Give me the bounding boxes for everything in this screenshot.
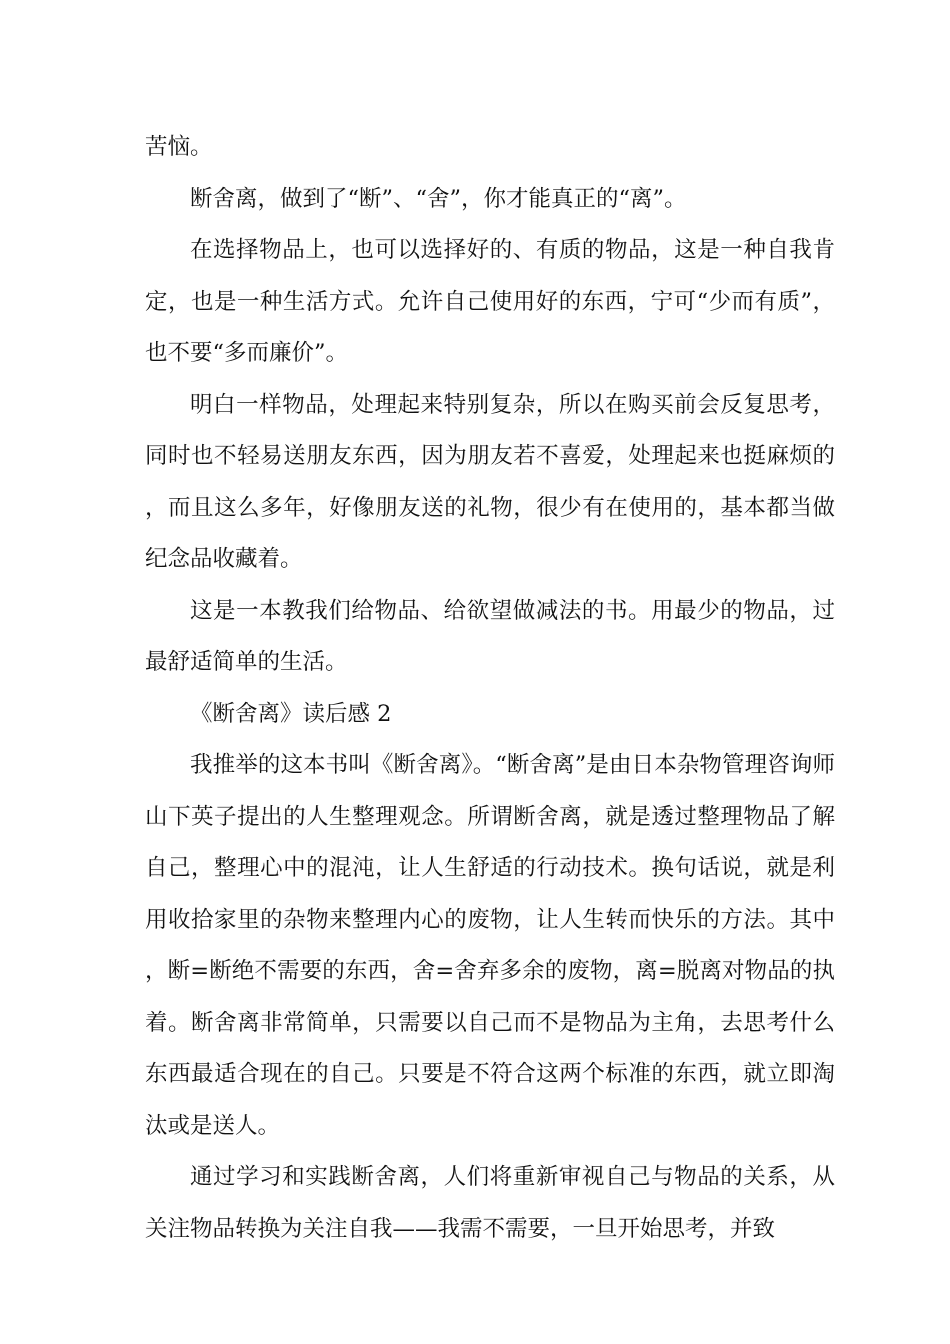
paragraph: 通过学习和实践断舍离，人们将重新审视自己与物品的关系，从关注物品转换为关注自我——我需不需要，一旦开始思考，并致 xyxy=(145,1164,835,1242)
paragraph: 在选择物品上，也可以选择好的、有质的物品，这是一种自我肯定，也是一种生活方式。允许自己使用好的东西，宁可“少而有质”，也不要“多而廉价”。 xyxy=(145,237,835,366)
paragraph: 我推举的这本书叫《断舍离》。“断舍离”是由日本杂物管理咨询师山下英子提出的人生整理观念。所谓断舍离，就是透过整理物品了解自己，整理心中的混沌，让人生舒适的行动技术。换句话说，就是利用收拾家里的杂物来整理内心的废物，让人生转而快乐的方法。其中，断=断绝不需要的东西，舍=舍弃多余的废物，离=脱离对物品的执着。断舍离非常简单，只需要以自己而不是物品为主角，去思考什么东西最适合现在的自己。只要是不符合这两个标准的东西，就立即淘汰或是送人。 xyxy=(145,752,835,1139)
paragraph: 这是一本教我们给物品、给欲望做减法的书。用最少的物品，过最舒适简单的生活。 xyxy=(145,597,835,675)
paragraph-continuation: 苦恼。 xyxy=(145,134,213,160)
body-text xyxy=(145,122,835,1255)
section-heading: 《断舍离》读后感 2 xyxy=(190,700,392,727)
paragraph: 断舍离，做到了“断”、“舍”，你才能真正的“离”。 xyxy=(190,185,687,212)
paragraph: 明白一样物品，处理起来特别复杂，所以在购买前会反复思考，同时也不轻易送朋友东西，因为朋友若不喜爱，处理起来也挺麻烦的，而且这么多年，好像朋友送的礼物，很少有在使用的，基本都当做纪念品收藏着。 xyxy=(145,391,835,572)
